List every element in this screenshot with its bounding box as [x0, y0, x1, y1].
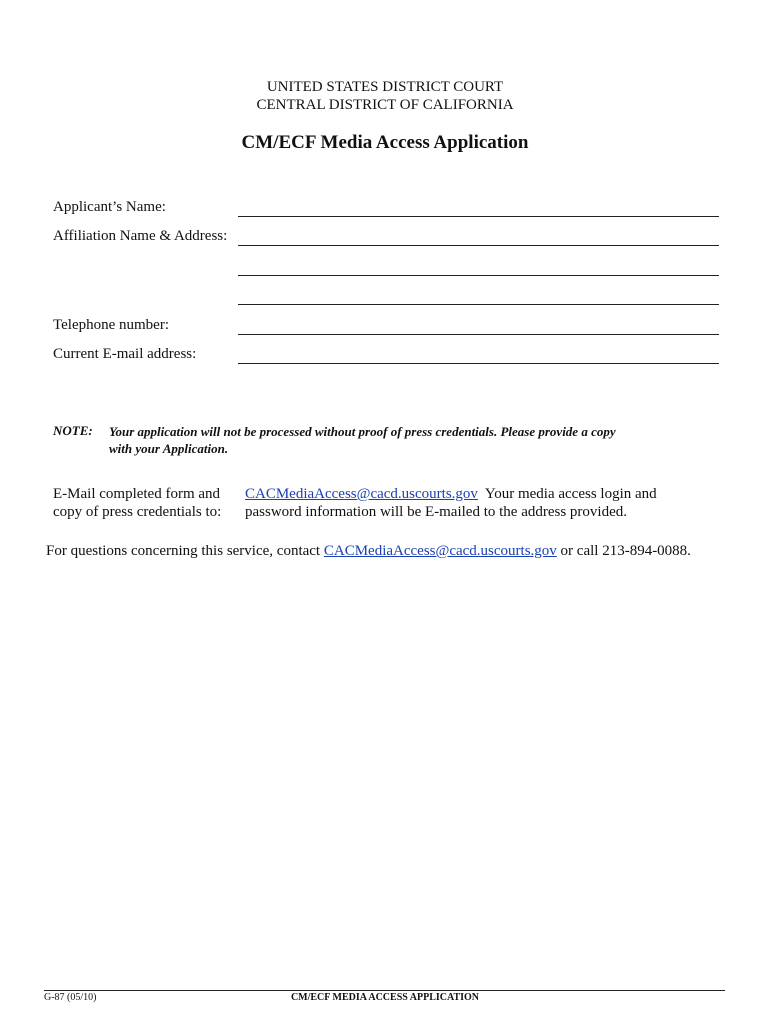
- footer-divider: [44, 990, 725, 991]
- submission-text-line1: Your media access login and: [477, 486, 657, 502]
- court-name-line1: UNITED STATES DISTRICT COURT: [266, 79, 504, 95]
- page-title: CM/ECF Media Access Application: [241, 132, 529, 153]
- telephone-label: Telephone number:: [53, 317, 169, 333]
- court-district-line2: CENTRAL DISTRICT OF CALIFORNIA: [256, 97, 514, 113]
- submission-instructions-text: [245, 485, 657, 521]
- affiliation-field-line3[interactable]: [238, 304, 719, 305]
- note-label: NOTE:: [53, 423, 93, 438]
- submission-label-line1: E-Mail completed form and: [53, 486, 221, 502]
- applicant-name-label: Applicant’s Name:: [53, 199, 166, 215]
- questions-email-link[interactable]: CACMediaAccess@cacd.uscourts.gov: [323, 543, 557, 559]
- affiliation-field-line2[interactable]: [238, 275, 719, 276]
- telephone-field[interactable]: [238, 334, 719, 335]
- email-address-field[interactable]: [238, 363, 719, 364]
- email-address-label: Current E-mail address:: [53, 346, 197, 362]
- note-text-line2: with your Application.: [109, 441, 229, 456]
- footer-form-code: G-87 (05/10): [44, 992, 97, 1003]
- note-text: [109, 423, 709, 457]
- affiliation-field-line1[interactable]: [238, 245, 719, 246]
- questions-contact-line: [46, 542, 691, 560]
- submission-instructions-label: [53, 485, 221, 521]
- submission-email-link[interactable]: CACMediaAccess@cacd.uscourts.gov: [245, 486, 478, 502]
- applicant-name-field[interactable]: [238, 216, 719, 217]
- submission-text-line2: password information will be E-mailed to the address provided.: [245, 504, 627, 520]
- affiliation-label: Affiliation Name & Address:: [53, 228, 228, 244]
- questions-prefix: For questions concerning this service, contact: [46, 543, 324, 559]
- footer-form-title: CM/ECF MEDIA ACCESS APPLICATION: [290, 992, 480, 1003]
- note-text-line1: Your application will not be processed without proof of press credentials. Please provide a copy: [109, 424, 616, 439]
- questions-suffix: or call 213-894-0088.: [556, 543, 691, 559]
- submission-label-line2: copy of press credentials to:: [53, 504, 222, 520]
